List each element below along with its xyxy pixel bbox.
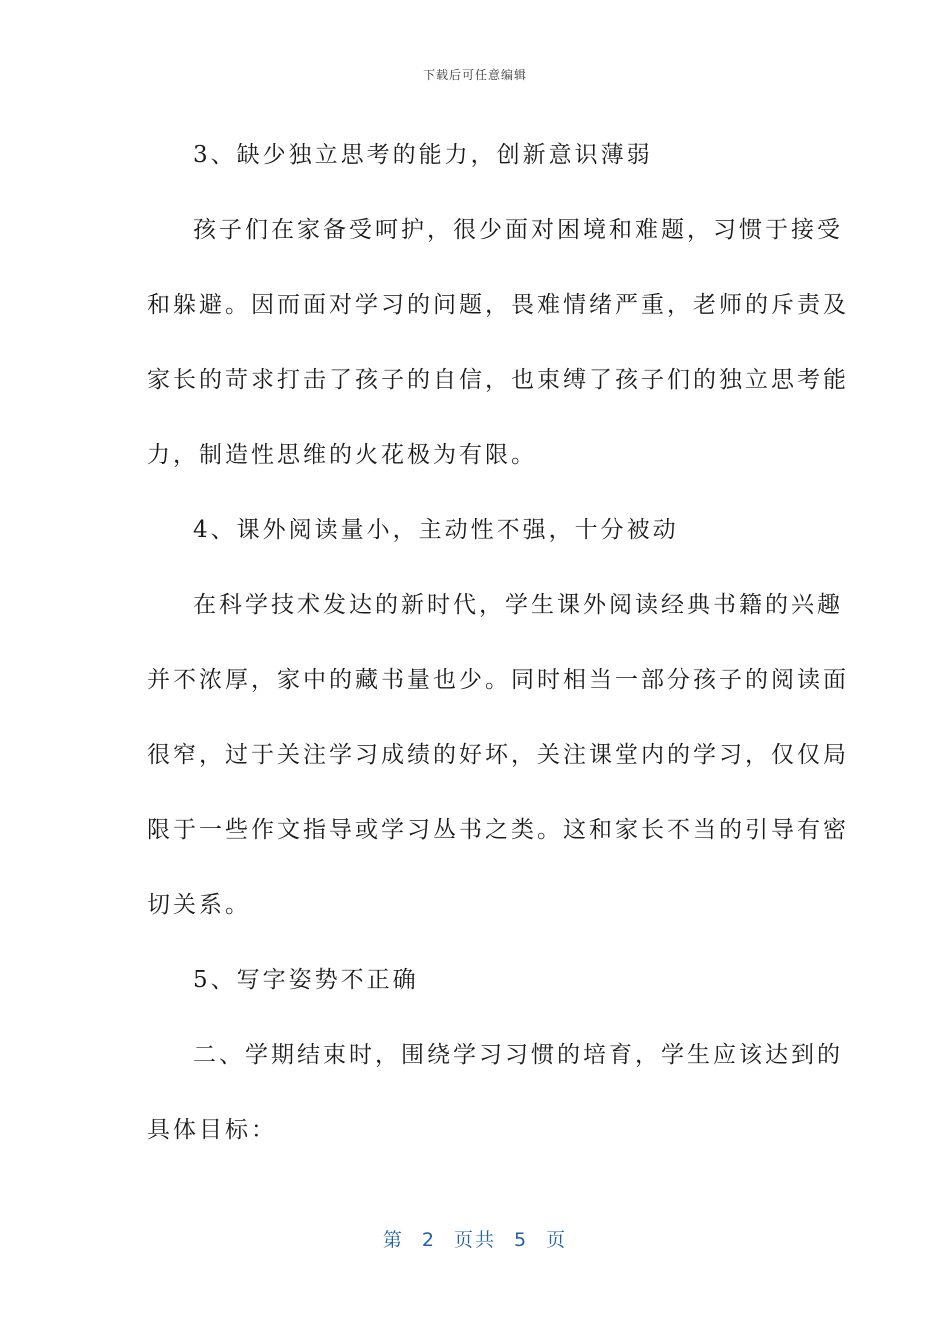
paragraph-heading-4 (147, 493, 797, 568)
header-note: 下载后可任意编辑 (422, 68, 527, 82)
page-mid: 页共 (453, 1229, 496, 1251)
page-suffix: 页 (546, 1229, 568, 1251)
text-line: 在科学技术发达的新时代，学生课外阅读经典书籍的兴趣 (193, 592, 843, 618)
text-line: 和躲避。因而面对学习的问题，畏难情绪严重，老师的斥责及 (147, 292, 849, 318)
paragraph-body (147, 193, 849, 493)
text-line: 切关系。 (147, 892, 251, 918)
text-line: 孩子们在家备受呵护，很少面对困境和难题，习惯于接受 (193, 217, 843, 243)
document-body (147, 118, 849, 1168)
total-pages: 5 (514, 1229, 529, 1251)
text-line: 限于一些作文指导或学习丛书之类。这和家长不当的引导有密 (147, 817, 849, 843)
page-number: 2 (421, 1229, 436, 1251)
text-line: 二、学期结束时，围绕学习习惯的培育，学生应该达到的 (193, 1042, 843, 1068)
paragraph-heading-3 (147, 118, 797, 193)
paragraph-section-heading (147, 1018, 843, 1168)
text-line: 很窄，过于关注学习成绩的好坏，关注课堂内的学习，仅仅局 (147, 742, 849, 768)
text-line: 家长的苛求打击了孩子的自信，也束缚了孩子们的独立思考能 (147, 367, 849, 393)
text-line: 3、缺少独立思考的能力，创新意识薄弱 (193, 142, 653, 168)
text-line: 并不浓厚，家中的藏书量也少。同时相当一部分孩子的阅读面 (147, 667, 849, 693)
paragraph-heading-5 (147, 943, 797, 1018)
text-line: 4、课外阅读量小，主动性不强，十分被动 (193, 517, 679, 543)
text-line: 5、写字姿势不正确 (193, 967, 419, 993)
paragraph-body (147, 568, 849, 943)
text-line: 力，制造性思维的火花极为有限。 (147, 442, 537, 468)
text-line: 具体目标： (147, 1117, 277, 1143)
page-prefix: 第 (382, 1229, 404, 1251)
page-footer (0, 1225, 950, 1252)
